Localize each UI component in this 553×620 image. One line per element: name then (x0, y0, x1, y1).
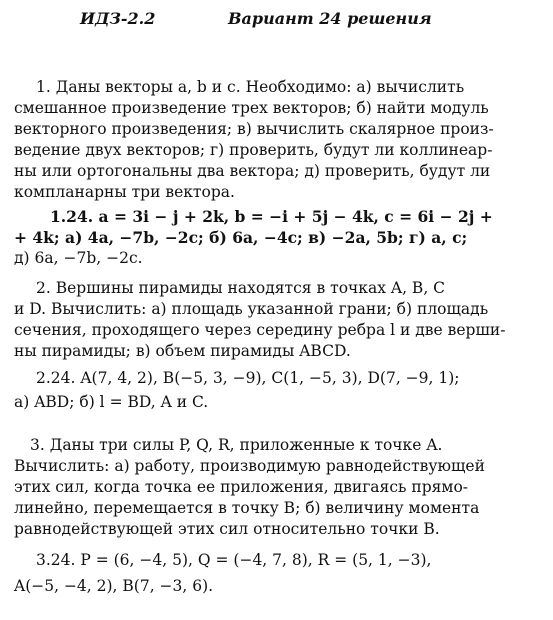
header-left: ИДЗ-2.2 (80, 9, 156, 28)
problem-1-line: компланарны три вектора. (14, 183, 235, 201)
problem-2-line: сечения, проходящего через середину ребра l и две верши- (14, 321, 506, 339)
variant-3-line: A(−5, −4, 2), B(7, −3, 6). (14, 577, 214, 595)
problem-1-line: ведение двух векторов; г) проверить, будут ли коллинеар- (14, 141, 493, 159)
problem-1-line: векторного произведения; в) вычислить скалярное произ- (14, 120, 494, 138)
problem-1-line: смешанное произведение трех векторов; б) найти модуль (14, 99, 489, 117)
variant-3-line: 3.24. P = (6, −4, 5), Q = (−4, 7, 8), R = (5, 1, −3), (36, 551, 432, 569)
variant-2-line: а) ABD; б) l = BD, A и C. (14, 393, 209, 411)
problem-3-line: равнодействующей этих сил относительно точки B. (14, 520, 440, 538)
problem-3-line: Вычислить: а) работу, производимую равнодействующей (14, 457, 485, 475)
problem-1-line: 1. Даны векторы a, b и c. Необходимо: а) вычислить (36, 78, 465, 96)
problem-2-line: и D. Вычислить: а) площадь указанной грани; б) площадь (14, 300, 489, 318)
problem-1-line: ны или ортогональны два вектора; д) проверить, будут ли (14, 162, 491, 180)
header-right: Вариант 24 решения (228, 9, 432, 28)
problem-2-line: ны пирамиды; в) объем пирамиды ABCD. (14, 342, 351, 360)
problem-3-line: этих сил, когда точка ее приложения, двигаясь прямо- (14, 478, 469, 496)
problem-2-line: 2. Вершины пирамиды находятся в точках A, B, C (36, 279, 446, 297)
problem-3-line: 3. Даны три силы P, Q, R, приложенные к точке A. (30, 436, 443, 454)
variant-1-line: 1.24. a = 3i − j + 2k, b = −i + 5j − 4k, c = 6i − 2j + (50, 207, 493, 226)
variant-2-line: 2.24. A(7, 4, 2), B(−5, 3, −9), C(1, −5, 3), D(7, −9, 1); (36, 369, 460, 387)
variant-1-line: + 4k; а) 4a, −7b, −2c; б) 6a, −4c; в) −2a, 5b; г) a, c; (14, 228, 468, 247)
variant-1-line: д) 6a, −7b, −2c. (14, 249, 143, 267)
problem-3-line: линейно, перемещается в точку B; б) величину момента (14, 499, 480, 517)
